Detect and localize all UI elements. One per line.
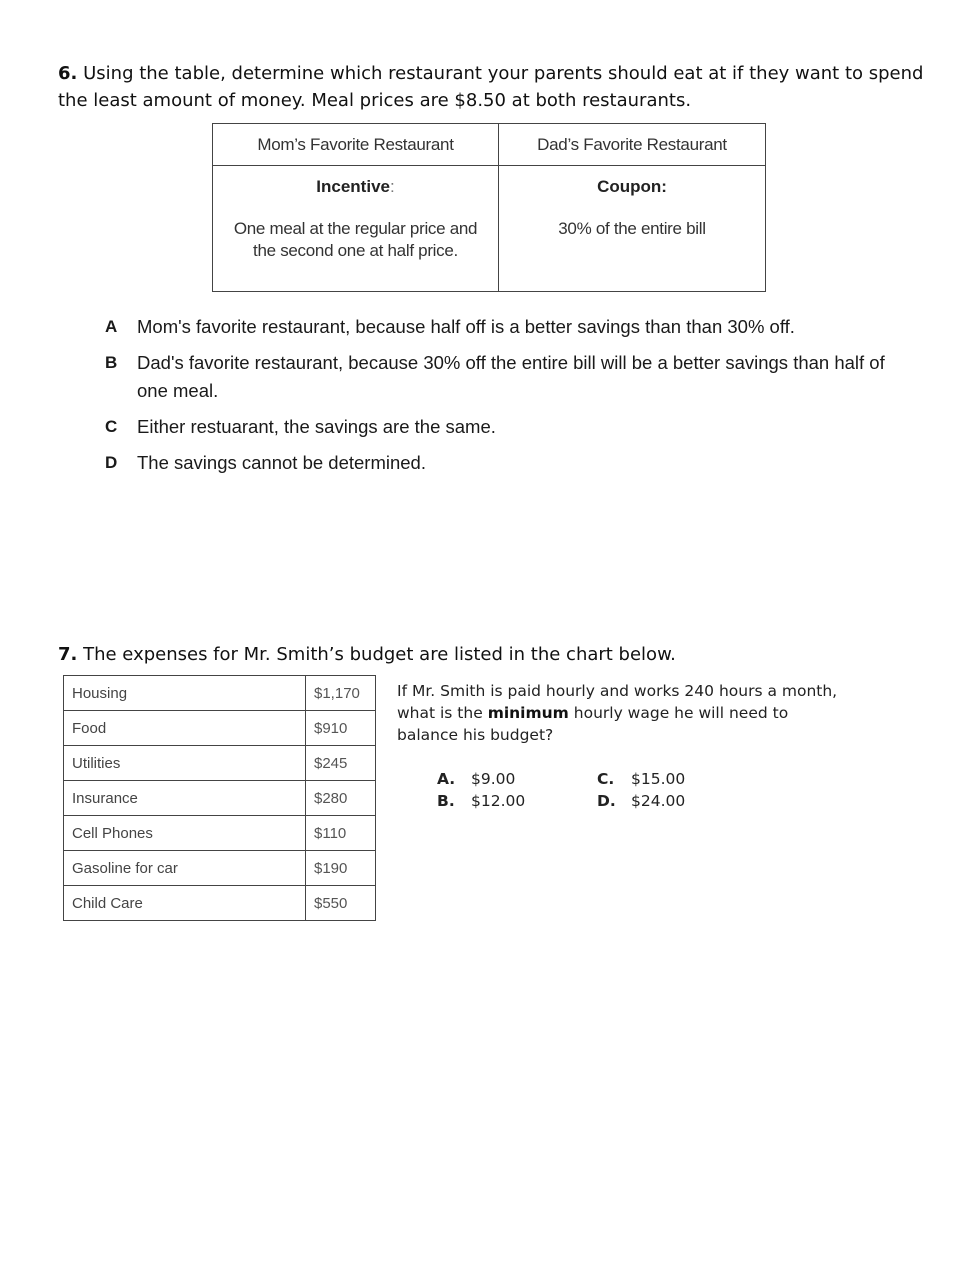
choice-a[interactable] <box>105 313 905 341</box>
expense-amount: $910 <box>306 711 376 746</box>
coupon-label: Coupon: <box>597 177 667 196</box>
table-row <box>64 816 376 851</box>
expense-item: Food <box>64 711 306 746</box>
restaurant-comparison-table <box>212 123 766 292</box>
choice-text: $24.00 <box>631 792 686 810</box>
incentive-label: Incentive: <box>316 177 395 196</box>
emphasis-word: minimum <box>487 704 569 722</box>
question-7-number: 7. <box>58 644 78 665</box>
expense-amount: $1,170 <box>306 676 376 711</box>
header-moms-restaurant: Mom’s Favorite Restaurant <box>213 124 499 166</box>
choice-letter: A. <box>437 770 456 788</box>
header-dads-restaurant: Dad’s Favorite Restaurant <box>499 124 766 166</box>
question-7-prompt <box>58 641 938 668</box>
coupon-description: 30% of the entire bill <box>558 219 706 238</box>
incentive-description: One meal at the regular price and the second one at half price. <box>233 219 478 260</box>
choice-d[interactable] <box>597 790 685 812</box>
choice-a[interactable] <box>437 768 515 790</box>
choice-c[interactable] <box>105 413 905 441</box>
choice-text: $9.00 <box>471 770 516 788</box>
table-row <box>64 781 376 816</box>
choice-b[interactable] <box>105 349 905 405</box>
expense-item: Child Care <box>64 886 306 921</box>
table-row <box>213 166 766 292</box>
expense-item: Insurance <box>64 781 306 816</box>
expense-item: Housing <box>64 676 306 711</box>
expenses-table <box>63 675 376 921</box>
expense-item: Cell Phones <box>64 816 306 851</box>
dads-coupon-cell <box>499 166 766 292</box>
choice-c[interactable] <box>597 768 685 790</box>
question-6-text: Using the table, determine which restaurant your parents should eat at if they want to spend the least amount of money. Meal prices are $8.50 at both restaurants. <box>58 63 924 111</box>
question-6-prompt <box>58 60 938 114</box>
choice-text: Mom's favorite restaurant, because half off is a better savings than than 30% off. <box>137 316 795 337</box>
choice-letter: C <box>105 417 118 436</box>
expense-amount: $550 <box>306 886 376 921</box>
table-row <box>64 711 376 746</box>
table-row <box>64 676 376 711</box>
choice-text: Dad's favorite restaurant, because 30% off the entire bill will be a better savings than half of one meal. <box>137 352 885 401</box>
choice-letter: B. <box>437 792 455 810</box>
table-row <box>64 746 376 781</box>
expense-amount: $190 <box>306 851 376 886</box>
question-6-choices <box>105 313 905 485</box>
choice-letter: A <box>105 317 118 336</box>
choice-letter: C. <box>597 770 615 788</box>
choice-letter: B <box>105 353 118 372</box>
expense-amount: $110 <box>306 816 376 851</box>
choice-text: Either restuarant, the savings are the same. <box>137 416 496 437</box>
choice-text: $15.00 <box>631 770 686 788</box>
moms-incentive-cell <box>213 166 499 292</box>
choice-d[interactable] <box>105 449 905 477</box>
choice-letter: D <box>105 453 118 472</box>
table-header-row <box>213 124 766 166</box>
table-row <box>64 851 376 886</box>
expense-amount: $245 <box>306 746 376 781</box>
choice-text: The savings cannot be determined. <box>137 452 426 473</box>
choice-text: $12.00 <box>471 792 526 810</box>
choice-letter: D. <box>597 792 616 810</box>
question-7-wage-question: If Mr. Smith is paid hourly and works 240 hours a month, what is the minimum hourly wage he will need to balance his budget? <box>397 682 838 744</box>
table-row <box>64 886 376 921</box>
expense-item: Gasoline for car <box>64 851 306 886</box>
question-7-text: The expenses for Mr. Smith’s budget are listed in the chart below. <box>83 644 676 665</box>
choice-b[interactable] <box>437 790 525 812</box>
expense-item: Utilities <box>64 746 306 781</box>
question-6-number: 6. <box>58 63 78 84</box>
expense-amount: $280 <box>306 781 376 816</box>
